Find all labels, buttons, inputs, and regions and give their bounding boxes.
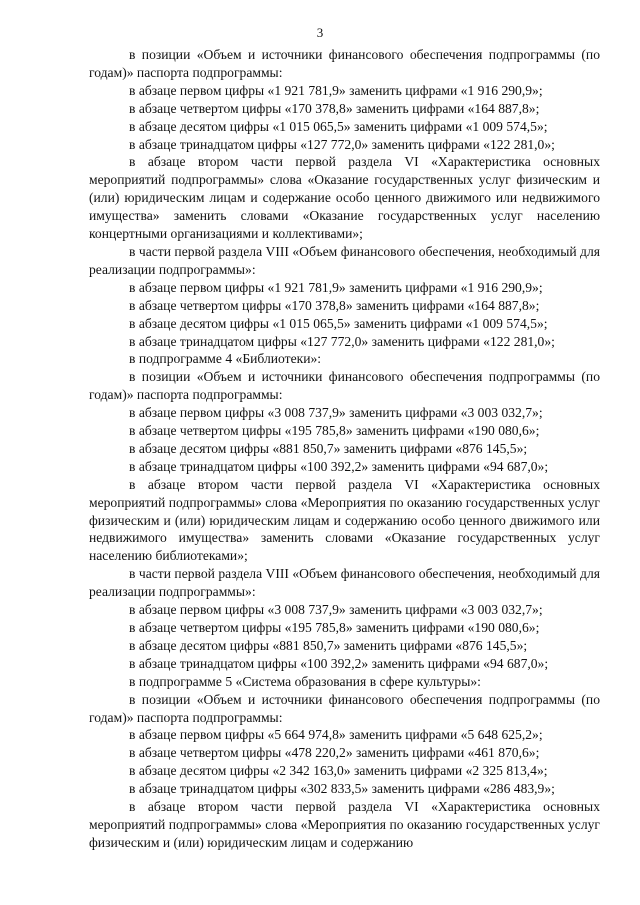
paragraph: в абзаце тринадцатом цифры «127 772,0» заменить цифрами «122 281,0»;: [129, 136, 555, 152]
paragraph: в абзаце десятом цифры «881 850,7» заменить цифрами «876 145,5»;: [129, 440, 528, 456]
paragraph: в абзаце втором части первой раздела VI «Характеристика основных мероприятий подпрограммы» слова «Оказание государственных услуг физическим и (или) юридическим лицам и содержание особо ценного движимого или недвижимого имущества» заменить словами «Оказание государственных услуг населению концертными организациями и коллективами»;: [89, 154, 600, 242]
paragraph: в части первой раздела VIII «Объем финансового обеспечения, необходимый для реализации подпрограммы»:: [89, 566, 600, 600]
paragraph: в позиции «Объем и источники финансового обеспечения подпрограммы (по годам)» паспорта подпрограммы:: [89, 47, 600, 80]
paragraph: в части первой раздела VIII «Объем финансового обеспечения, необходимый для реализации подпрограммы»:: [89, 243, 600, 277]
paragraph: в абзаце тринадцатом цифры «100 392,2» заменить цифрами «94 687,0»;: [129, 655, 549, 671]
paragraph: в абзаце четвертом цифры «170 378,8» заменить цифрами «164 887,8»;: [129, 297, 540, 313]
paragraph: в абзаце первом цифры «3 008 737,9» заменить цифрами «3 003 032,7»;: [129, 602, 543, 618]
paragraph: в абзаце втором части первой раздела VI «Характеристика основных мероприятий подпрограммы» слова «Мероприятия по оказанию государственных услуг физическим и (или) юридическим лицам и содержанию: [89, 799, 600, 850]
paragraph: в абзаце десятом цифры «1 015 065,5» заменить цифрами «1 009 574,5»;: [129, 118, 548, 134]
paragraph: в абзаце четвертом цифры «478 220,2» заменить цифрами «461 870,6»;: [129, 745, 540, 761]
paragraph: в абзаце четвертом цифры «170 378,8» заменить цифрами «164 887,8»;: [129, 100, 540, 116]
paragraph: в позиции «Объем и источники финансового обеспечения подпрограммы (по годам)» паспорта подпрограммы:: [89, 691, 600, 725]
paragraph: в подпрограмме 5 «Система образования в сфере культуры»:: [129, 673, 481, 689]
paragraph: в абзаце десятом цифры «2 342 163,0» заменить цифрами «2 325 813,4»;: [129, 763, 548, 779]
paragraph: в абзаце четвертом цифры «195 785,8» заменить цифрами «190 080,6»;: [129, 423, 540, 439]
paragraph: в абзаце десятом цифры «881 850,7» заменить цифрами «876 145,5»;: [129, 637, 528, 653]
paragraph: в абзаце десятом цифры «1 015 065,5» заменить цифрами «1 009 574,5»;: [129, 315, 548, 331]
paragraph: в абзаце втором части первой раздела VI «Характеристика основных мероприятий подпрограммы» слова «Мероприятия по оказанию государственных услуг физическим и (или) юридическим лицам и содержанию особо ценного движимого или недвижимого имущества» заменить словами «Оказание государственных услуг населению библиотеками»;: [89, 476, 600, 564]
paragraph: в абзаце четвертом цифры «195 785,8» заменить цифрами «190 080,6»;: [129, 620, 540, 635]
paragraph: в абзаце первом цифры «5 664 974,8» заменить цифрами «5 648 625,2»;: [129, 727, 543, 743]
page-number: 3: [316, 25, 324, 40]
paragraph: в абзаце тринадцатом цифры «100 392,2» заменить цифрами «94 687,0»;: [129, 458, 549, 474]
paragraph: в абзаце первом цифры «3 008 737,9» заменить цифрами «3 003 032,7»;: [129, 405, 543, 421]
paragraph: в позиции «Объем и источники финансового обеспечения подпрограммы (по годам)» паспорта подпрограммы:: [89, 369, 600, 403]
paragraph: в абзаце тринадцатом цифры «302 833,5» заменить цифрами «286 483,9»;: [129, 781, 555, 797]
paragraph: в абзаце тринадцатом цифры «127 772,0» заменить цифрами «122 281,0»;: [129, 333, 555, 349]
paragraph: в абзаце первом цифры «1 921 781,9» заменить цифрами «1 916 290,9»;: [129, 82, 543, 98]
paragraph: в абзаце первом цифры «1 921 781,9» заменить цифрами «1 916 290,9»;: [129, 279, 543, 295]
paragraph: в подпрограмме 4 «Библиотеки»:: [129, 351, 322, 367]
document-body: [89, 46, 600, 852]
